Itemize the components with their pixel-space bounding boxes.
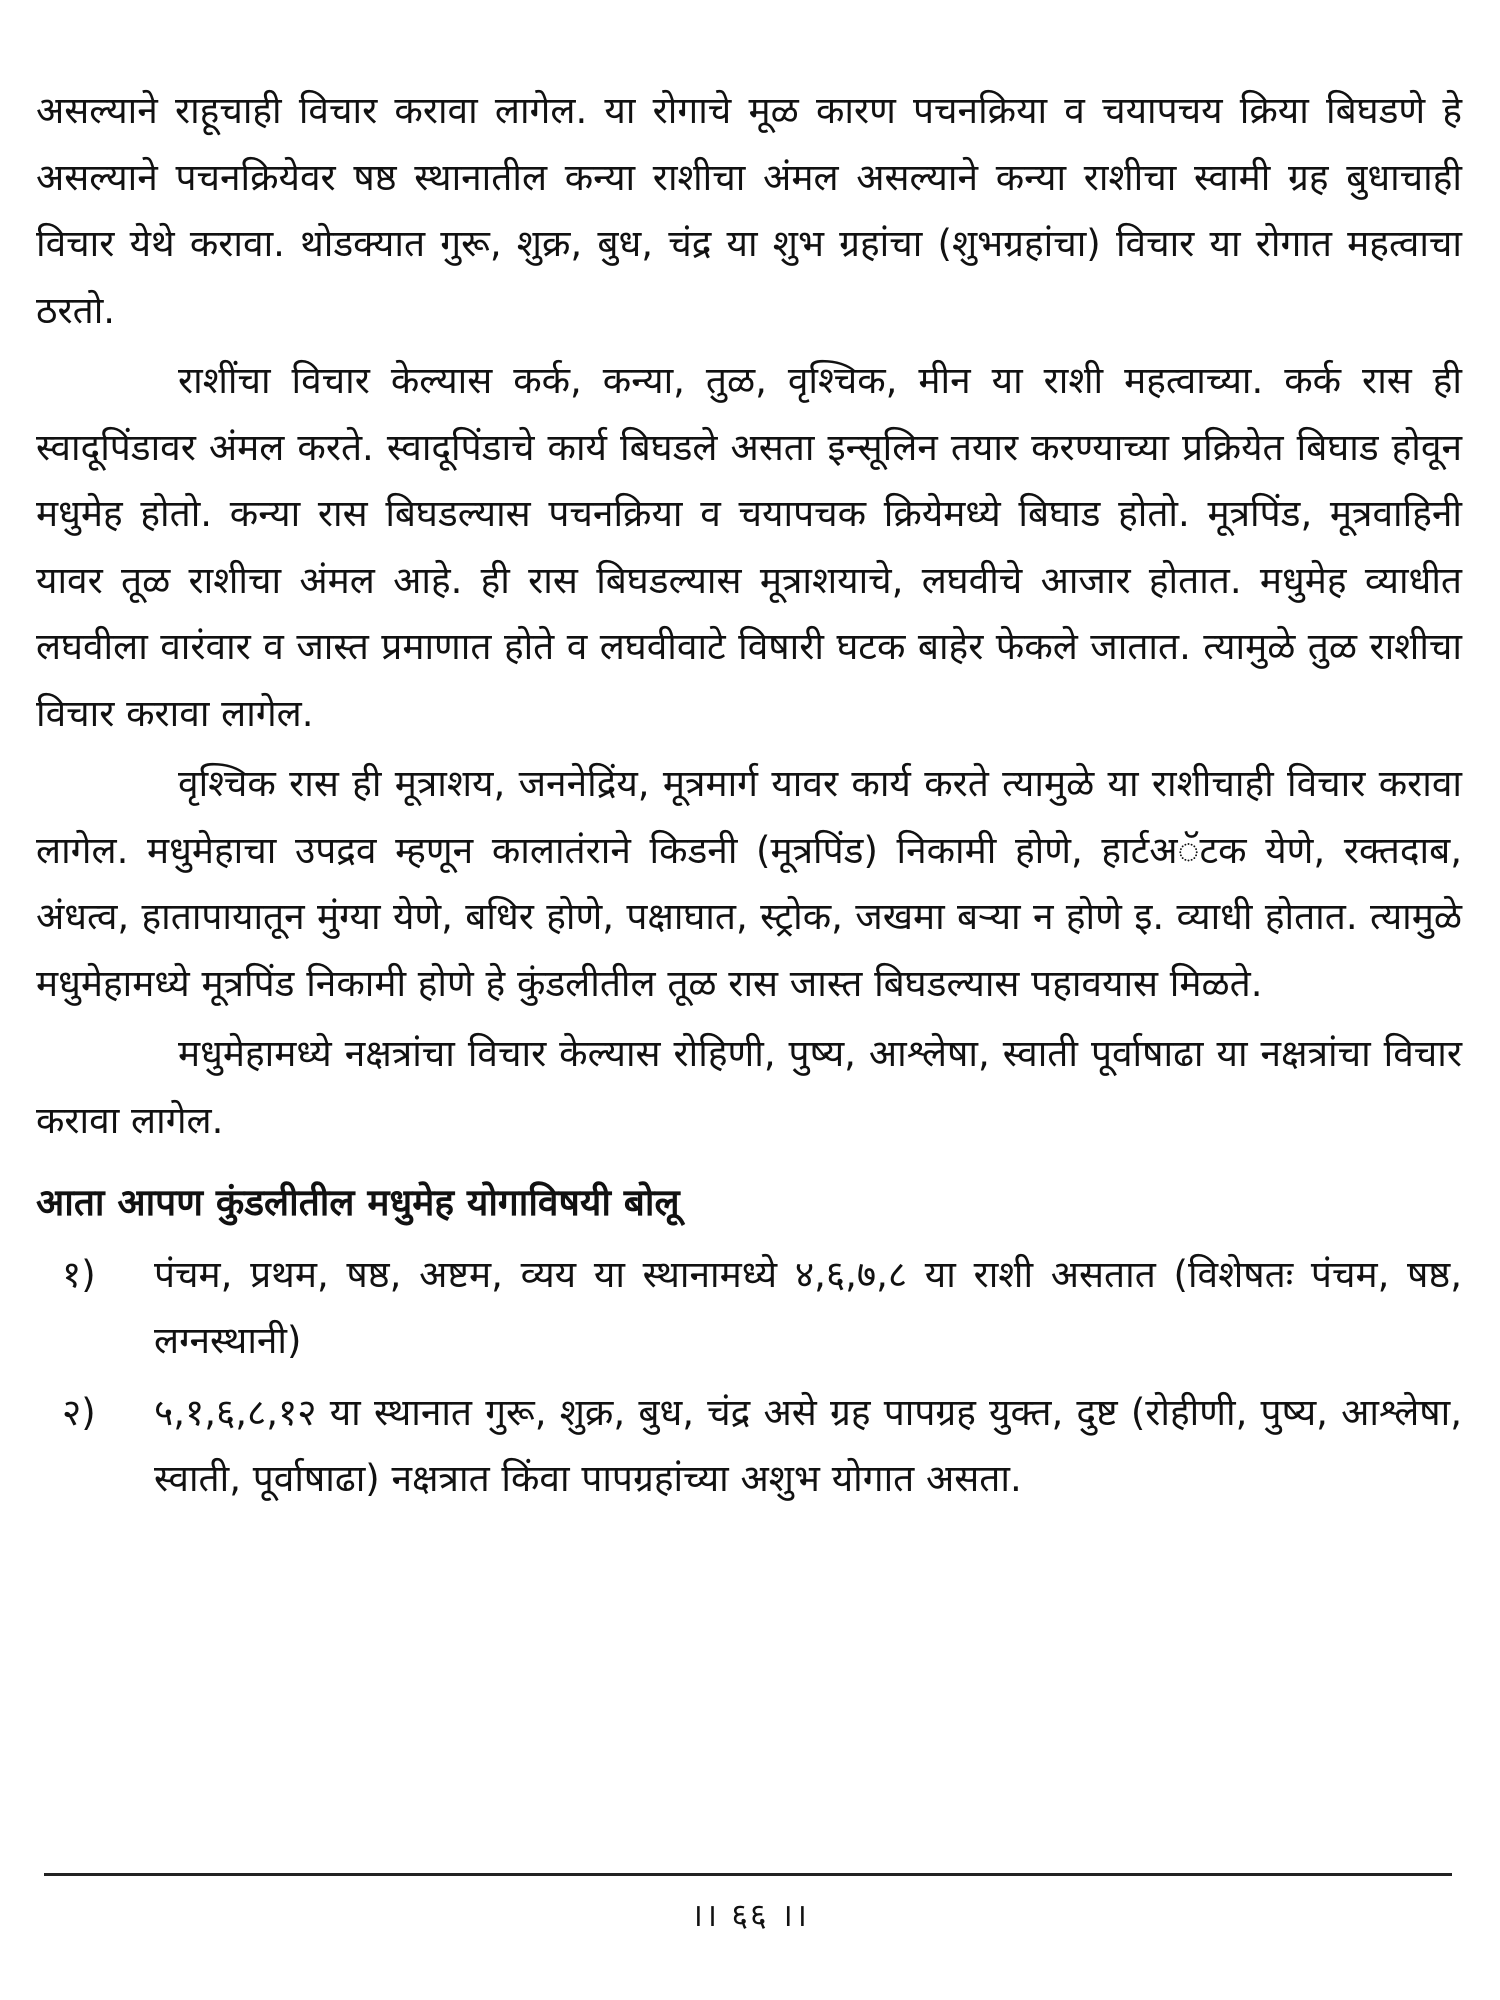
list-item-number: १) [62, 1253, 96, 1296]
paragraph-nakshatra: मधुमेहामध्ये नक्षत्रांचा विचार केल्यास रोहिणी, पुष्य, आश्लेषा, स्वाती पूर्वाषाढा या नक्षत्रांचा विचार करावा लागेल. [36, 1032, 1462, 1142]
footer-divider [44, 1873, 1452, 1876]
list-item-text: पंचम, प्रथम, षष्ठ, अष्टम, व्यय या स्थानामध्ये ४,६,७,८ या राशी असतात (विशेषतः पंचम, षष्ठ, लग्नस्थानी) [154, 1253, 1462, 1362]
yoga-list [36, 1242, 1462, 1512]
list-item [36, 1380, 1462, 1512]
list-item [36, 1242, 1462, 1374]
list-item-text: ५,१,६,८,१२ या स्थानात गुरू, शुक्र, बुध, चंद्र असे ग्रह पापग्रह युक्त, दुष्ट (रोहीणी, पुष्य, आश्लेषा, स्वाती, पूर्वाषाढा) नक्षत्रात किंवा पापग्रहांच्या अशुभ योगात असता. [154, 1391, 1462, 1500]
document-body [36, 78, 1462, 1512]
paragraph-rashi: राशींचा विचार केल्यास कर्क, कन्या, तुळ, वृश्चिक, मीन या राशी महत्वाच्या. कर्क रास ही स्वादूपिंडावर अंमल करते. स्वादूपिंडाचे कार्य बिघडले असता इन्सूलिन तयार करण्याच्या प्रक्रियेत बिघाड होवून मधुमेह होतो. कन्या रास बिघडल्यास पचनक्रिया व चयापचक क्रियेमध्ये बिघाड होतो. मूत्रपिंड, मूत्रवाहिनी यावर तूळ राशीचा अंमल आहे. ही रास बिघडल्यास मूत्राशयाचे, लघवीचे आजार होतात. मधुमेह व्याधीत लघवीला वारंवार व जास्त प्रमाणात होते व लघवीवाटे विषारी घटक बाहेर फेकले जातात. त्यामुळे तुळ राशीचा विचार करावा लागेल. [36, 359, 1462, 735]
paragraph-continued: असल्याने राहूचाही विचार करावा लागेल. या रोगाचे मूळ कारण पचनक्रिया व चयापचय क्रिया बिघडणे हे असल्याने पचनक्रियेवर षष्ठ स्थानातील कन्या राशीचा अंमल असल्याने कन्या राशीचा स्वामी ग्रह बुधाचाही विचार येथे करावा. थोडक्यात गुरू, शुक्र, बुध, चंद्र या शुभ ग्रहांचा (शुभग्रहांचा) विचार या रोगात महत्वाचा ठरतो. [36, 89, 1462, 332]
list-item-number: २) [62, 1391, 96, 1434]
paragraph-vrishchik: वृश्चिक रास ही मूत्राशय, जननेद्रिंय, मूत्रमार्ग यावर कार्य करते त्यामुळे या राशीचाही विचार करावा लागेल. मधुमेहाचा उपद्रव म्हणून कालातंराने किडनी (मूत्रपिंड) निकामी होणे, हार्टअॅटक येणे, रक्तदाब, अंधत्व, हातापायातून मुंग्या येणे, बधिर होणे, पक्षाघात, स्ट्रोक, जखमा बऱ्या न होणे इ. व्याधी होतात. त्यामुळे मधुमेहामध्ये मूत्रपिंड निकामी होणे हे कुंडलीतील तूळ रास जास्त बिघडल्यास पहावयास मिळते. [36, 762, 1462, 1005]
page-number: ।। ६६ ।। [690, 1896, 810, 1934]
section-heading: आता आपण कुंडलीतील मधुमेह योगाविषयी बोलू [36, 1181, 680, 1224]
